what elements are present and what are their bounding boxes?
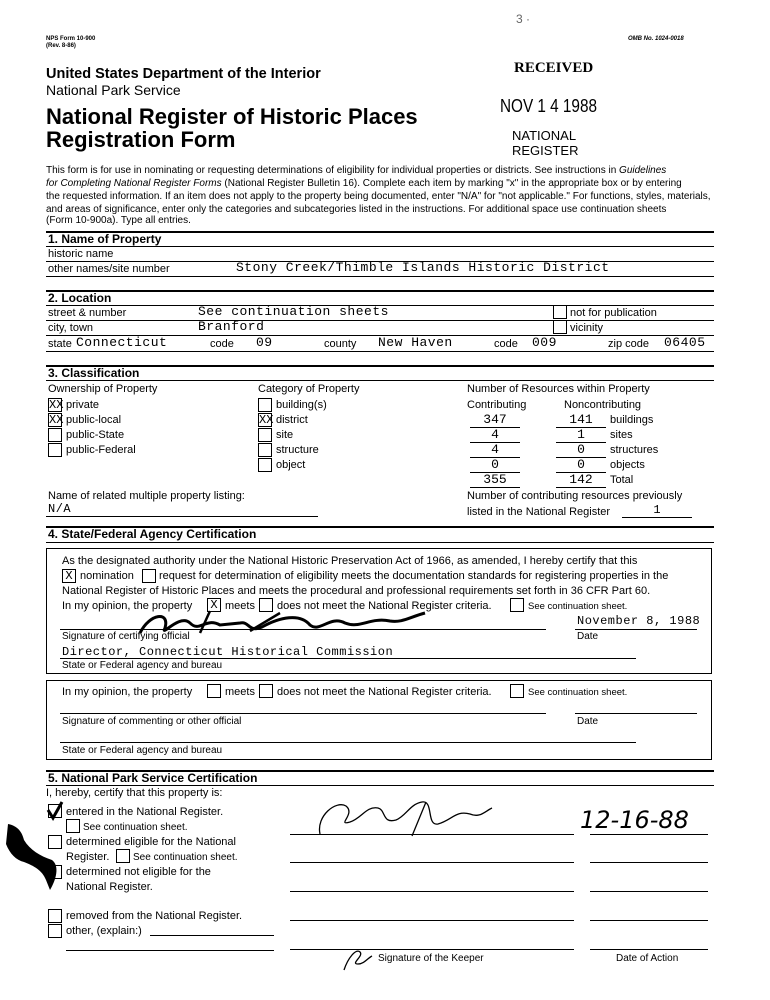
cert-date-label: Date [577,631,599,642]
not-for-publication-checkbox[interactable] [553,305,567,319]
state-code-value[interactable]: 09 [256,335,273,350]
form-revision: (Rev. 8-86) [46,43,76,49]
does-not-meet-label: does not meet the National Register criteria. [277,600,492,612]
resource-label-sites: sites [610,429,633,441]
ownership-public-state-label: public-State [66,429,125,441]
entered-check-mark [44,800,66,822]
category-object-checkbox[interactable] [258,458,272,472]
resources-heading: Number of Resources within Property [467,383,650,395]
handwritten-mark: 3 · [516,12,531,26]
form-title-line1: National Register of Historic Places [46,104,418,129]
determined-eligible-line1: determined eligible for the National [66,836,236,848]
street-value[interactable]: See continuation sheets [198,304,389,319]
ownership-private-label: private [66,399,100,411]
previously-listed-line2: listed in the National Register [467,506,611,518]
city-value[interactable]: Branford [198,319,265,334]
other-names-value[interactable]: Stony Creek/Thimble Islands Historic District [236,260,610,275]
see-continuation2-checkbox[interactable] [510,684,524,698]
category-structure-label: structure [276,444,319,456]
opinion-label: In my opinion, the property [62,600,193,612]
cert-date-value[interactable]: November 8, 1988 [577,614,701,628]
meets2-checkbox[interactable] [207,684,221,698]
resource-label-objects: objects [610,459,645,471]
category-building-checkbox[interactable] [258,398,272,412]
nomination-label: nomination [80,570,134,582]
entered-see-cont-checkbox[interactable] [66,819,80,833]
noncontributing-total[interactable]: 142 [556,472,606,488]
vicinity-checkbox[interactable] [553,320,567,334]
contributing-objects[interactable]: 0 [470,457,520,473]
keeper-initial-mark [338,944,374,974]
meets2-label: meets [225,686,255,698]
street-label: street & number [48,307,127,319]
entered-label: entered in the National Register. [66,806,224,818]
historic-name-label: historic name [48,248,114,260]
received-stamp: RECEIVED [514,60,594,76]
other-checkbox[interactable] [48,924,62,938]
cert-paragraph-line2: request for determination of eligibility meets the documentation standards for registering properties in the [159,570,669,582]
noncontributing-buildings[interactable]: 141 [556,412,606,428]
state-value[interactable]: Connecticut [76,335,168,350]
section2-heading: 2. Location [48,291,112,305]
ownership-heading: Ownership of Property [48,383,158,395]
agency-label: State or Federal agency and bureau [62,660,223,671]
keeper-signature-label: Signature of the Keeper [378,953,484,964]
noncontributing-objects[interactable]: 0 [556,457,606,473]
ownership-public-federal-checkbox[interactable] [48,443,62,457]
request-determination-checkbox[interactable] [142,569,156,583]
ownership-public-local-label: public-local [66,414,122,426]
intro-line-5: (Form 10-900a). Type all entries. [46,215,191,226]
zip-value[interactable]: 06405 [664,335,706,350]
county-value[interactable]: New Haven [378,335,453,350]
category-site-label: site [276,429,294,441]
determined-not-eligible-line2: National Register. [66,881,153,893]
ownership-public-state-checkbox[interactable] [48,428,62,442]
category-structure-checkbox[interactable] [258,443,272,457]
national-stamp: NATIONAL [512,128,577,143]
resource-label-total: Total [610,474,634,486]
does-not-meet2-label: does not meet the National Register criteria. [277,686,492,698]
category-site-checkbox[interactable] [258,428,272,442]
determined-eligible-line2: Register. [66,851,110,863]
section5-heading: 5. National Park Service Certification [48,771,258,785]
other-names-label: other names/site number [48,263,170,275]
intro-line-4: and areas of significance, enter only the categories and subcategories listed in the instructions. For additional space use continuation sheets [46,204,667,215]
previously-listed-value[interactable]: 1 [622,503,692,518]
category-district-label: district [276,414,308,426]
eligible-see-cont-checkbox[interactable] [116,849,130,863]
category-building-label: building(s) [276,399,327,411]
opinion2-label: In my opinion, the property [62,686,193,698]
department: United States Department of the Interior [46,66,321,82]
ownership-public-federal-label: public-Federal [66,444,136,456]
zip-label: zip code [608,338,649,350]
scan-artifact [0,820,60,900]
does-not-meet2-checkbox[interactable] [259,684,273,698]
contributing-sites[interactable]: 4 [470,427,520,443]
removed-checkbox[interactable] [48,909,62,923]
state-code-label: code [210,338,234,350]
action-date-value[interactable]: 12-16-88 [580,806,689,834]
section1-heading: 1. Name of Property [48,232,162,246]
resource-label-buildings: buildings [610,414,654,426]
received-date-stamp: NOV 1 4 1988 [500,96,597,116]
date-of-action-label: Date of Action [616,953,679,964]
see-continuation2-label: See continuation sheet. [528,687,628,698]
other-label: other, (explain:) [66,925,142,937]
section3-heading: 3. Classification [48,366,140,380]
category-object-label: object [276,459,306,471]
intro-line-2: for Completing National Register Forms (National Register Bulletin 16). Complete each item by marking "x" in the appropriate box or by entering [46,178,682,189]
determined-not-eligible-line1: determined not eligible for the [66,866,211,878]
cert-signature-label: Signature of certifying official [62,631,190,642]
entered-see-cont-label: See continuation sheet. [83,822,188,833]
see-continuation-label: See continuation sheet. [528,601,628,612]
contributing-buildings[interactable]: 347 [470,412,520,428]
multiple-listing-label: Name of related multiple property listing: [48,490,245,502]
contributing-total[interactable]: 355 [470,472,520,488]
form-title-line2: Registration Form [46,127,236,152]
section4-heading: 4. State/Federal Agency Certification [48,527,257,541]
agency2-label: State or Federal agency and bureau [62,745,223,756]
commenting-signature-label: Signature of commenting or other official [62,716,242,727]
intro-line-1: This form is for use in nominating or requesting determinations of eligibility for individual properties or districts. See instructions in Guidelines [46,165,667,176]
noncontributing-label: Noncontributing [564,399,642,411]
vicinity-label: vicinity [570,322,604,334]
multiple-listing-value[interactable]: N/A [48,502,72,516]
service: National Park Service [46,82,181,98]
ownership-public-local-checkbox[interactable]: XX [49,413,64,427]
form-number: NPS Form 10-900 [46,36,96,42]
removed-label: removed from the National Register. [66,910,243,922]
commenting-date-label: Date [577,716,599,727]
state-label: state [48,338,72,350]
category-district-checkbox[interactable]: XX [259,413,274,427]
meets-label: meets [225,600,255,612]
noncontributing-sites[interactable]: 1 [556,427,606,443]
meets-checkbox[interactable]: X [207,598,221,612]
category-heading: Category of Property [258,383,360,395]
county-code-label: code [494,338,518,350]
noncontributing-structures[interactable]: 0 [556,442,606,458]
county-code-value[interactable]: 009 [532,335,557,350]
not-for-publication-label: not for publication [570,307,657,319]
city-label: city, town [48,322,94,334]
county-label: county [324,338,357,350]
contributing-structures[interactable]: 4 [470,442,520,458]
contributing-label: Contributing [467,399,527,411]
certify-label: I, hereby, certify that this property is: [46,787,223,799]
previously-listed-line1: Number of contributing resources previously [467,490,683,502]
ownership-private-checkbox[interactable]: XX [49,398,64,412]
resource-label-structures: structures [610,444,659,456]
omb-number: OMB No. 1024-0018 [628,36,684,42]
intro-line-3: the requested information. If an item does not apply to the property being documented, enter "N/A" for "not applicable." For functions, styles, materials, [46,191,711,202]
register-stamp: REGISTER [512,143,579,158]
agency-value[interactable]: Director, Connecticut Historical Commission [62,645,394,659]
cert-paragraph-line1: As the designated authority under the National Historic Preservation Act of 1966, as amended, I hereby certify that this [62,555,638,567]
cert-paragraph-line3: National Register of Historic Places and meets the procedural and professional requirements set forth in 36 CFR Part 60. [62,585,651,597]
see-continuation-checkbox[interactable] [510,598,524,612]
eligible-see-cont-label: See continuation sheet. [133,852,238,863]
nomination-checkbox[interactable]: X [62,569,76,583]
